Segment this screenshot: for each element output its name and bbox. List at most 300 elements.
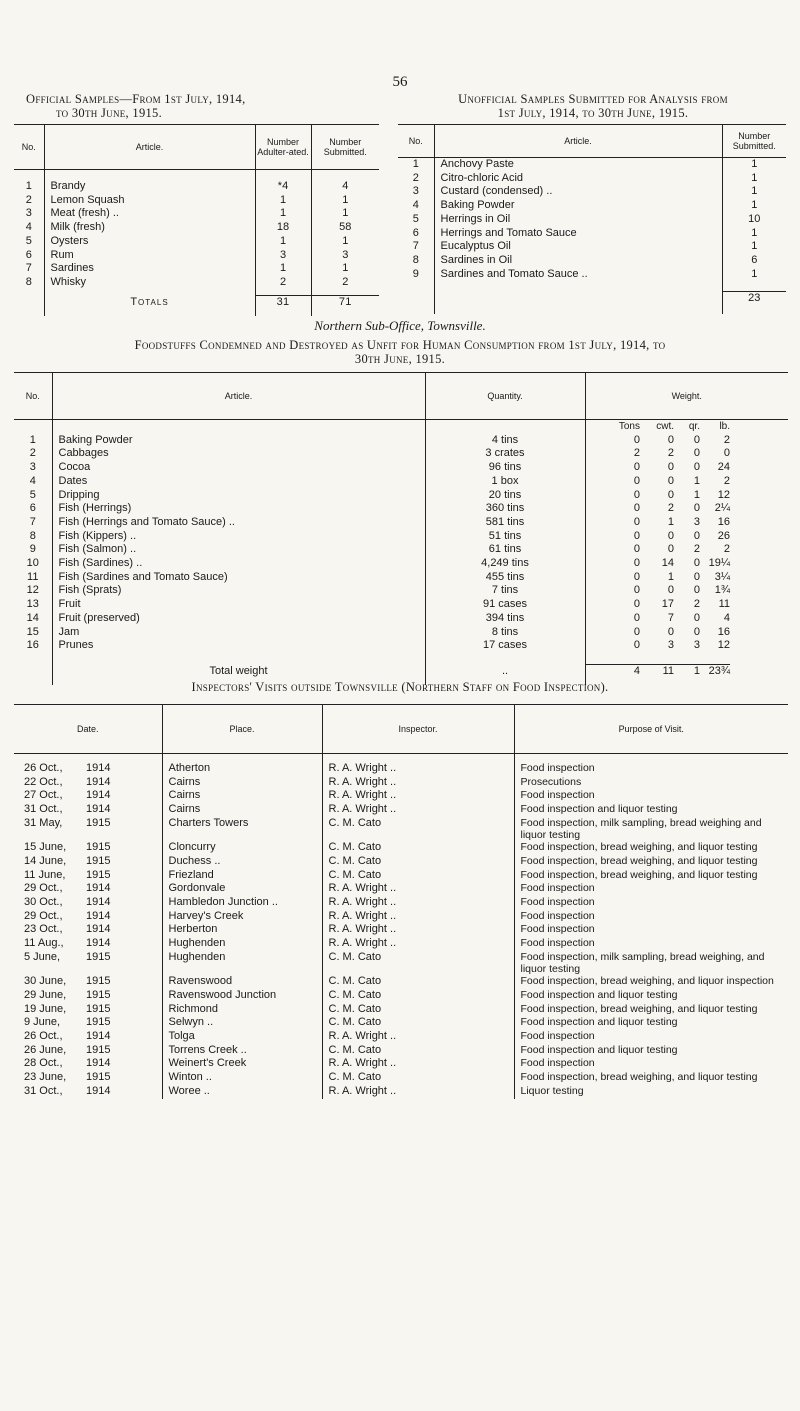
row-date-year: 1914 (86, 909, 111, 922)
weight-unit-cwt: cwt. (656, 421, 674, 432)
row-number: 3 (29, 461, 36, 474)
spacer-row (398, 281, 786, 291)
row-inspector: R. A. Wright .. (322, 937, 514, 951)
row-article: Fruit (preserved) (52, 612, 425, 626)
table-row (14, 612, 788, 626)
table-row (14, 1085, 788, 1099)
row-lb: 0 (723, 447, 730, 460)
weight-unit-lb: lb. (719, 421, 730, 432)
row-date (14, 910, 162, 924)
table-row (14, 989, 788, 1003)
row-quantity: 91 cases (425, 598, 585, 612)
weight-unit-qr: qr. (688, 421, 700, 432)
row-date-year: 1914 (86, 1057, 111, 1070)
row-place: Friezland (162, 869, 322, 883)
row-date (14, 882, 162, 896)
row-date-year: 1914 (86, 789, 111, 802)
row-quantity: 61 tins (425, 543, 585, 557)
table-row (14, 461, 788, 475)
row-inspector: R. A. Wright .. (322, 789, 514, 803)
row-purpose: Food inspection, bread weighing, and liquor testing (514, 855, 788, 869)
table-row (14, 1030, 788, 1044)
table-row (14, 475, 788, 489)
row-number: 7 (29, 515, 36, 528)
table-row (14, 434, 788, 448)
row-date (14, 1071, 162, 1085)
foodstuffs-title-line1: Foodstuffs Condemned and Destroyed as Unfit for Human Consumption from 1st July, 1914, to (134, 338, 666, 352)
row-submitted: 1 (722, 240, 786, 254)
official-rows (14, 170, 379, 316)
row-article: Oysters (44, 235, 255, 249)
row-inspector: R. A. Wright .. (322, 882, 514, 896)
row-purpose: Food inspection, bread weighing, and liquor testing (514, 841, 788, 855)
row-date (14, 937, 162, 951)
row-purpose: Food inspection, bread weighing, and liquor inspection (514, 975, 788, 989)
unofficial-header-submitted: Number Submitted. (722, 125, 786, 158)
row-place: Herberton (162, 923, 322, 937)
row-date-day: 9 June, (24, 1016, 61, 1029)
row-date (14, 817, 162, 841)
table-row (14, 789, 788, 803)
row-spacer (730, 461, 788, 475)
inspectors-table (14, 704, 788, 1099)
table-row (14, 626, 788, 640)
row-tons: 0 (585, 598, 640, 612)
row-qr: 0 (693, 502, 700, 515)
row-number: 15 (26, 625, 39, 638)
row-article: Herrings and Tomato Sauce (434, 227, 722, 241)
row-qr: 2 (693, 543, 700, 556)
table-row (14, 180, 379, 194)
row-article: Sardines (44, 262, 255, 276)
official-table (14, 124, 379, 316)
row-date-day: 26 Oct., (24, 1030, 63, 1043)
total-cwt: 11 (640, 665, 674, 679)
totals-spacer (398, 291, 434, 305)
row-article: Meat (fresh) .. (44, 207, 255, 221)
row-quantity: 96 tins (425, 461, 585, 475)
row-date (14, 1003, 162, 1017)
row-submitted: 1 (722, 172, 786, 186)
row-lb: 12 (717, 639, 730, 652)
row-date (14, 896, 162, 910)
table-row (14, 221, 379, 235)
row-place: Gordonvale (162, 882, 322, 896)
row-submitted: 1 (722, 158, 786, 172)
table-row (14, 207, 379, 221)
row-quantity: 360 tins (425, 502, 585, 516)
inspectors-rows (14, 754, 788, 1099)
row-qr: 1 (693, 474, 700, 487)
row-cwt: 2 (667, 447, 674, 460)
row-adulterated: 1 (255, 194, 311, 208)
row-date-year: 1915 (86, 1016, 111, 1029)
row-purpose: Food inspection and liquor testing (514, 989, 788, 1003)
table-row (14, 841, 788, 855)
row-lb: 2 (723, 543, 730, 556)
row-date-day: 23 June, (24, 1071, 67, 1084)
foodstuffs-header-weight: Weight. (585, 373, 788, 420)
row-quantity: 51 tins (425, 530, 585, 544)
foodstuffs-title (10, 338, 790, 366)
row-date-year: 1914 (86, 923, 111, 936)
foodstuffs-rows (14, 420, 788, 686)
row-lb: 12 (717, 488, 730, 501)
row-number: 16 (26, 639, 39, 652)
unofficial-title (398, 92, 788, 120)
row-inspector: C. M. Cato (322, 975, 514, 989)
row-number: 1 (25, 180, 32, 192)
row-inspector: C. M. Cato (322, 855, 514, 869)
official-title-line1: Official Samples—From 1st July, 1914, (26, 92, 246, 106)
row-submitted: 1 (722, 199, 786, 213)
row-place: Woree .. (162, 1085, 322, 1099)
row-quantity: 4 tins (425, 434, 585, 448)
row-inspector: C. M. Cato (322, 869, 514, 883)
row-place: Selwyn .. (162, 1016, 322, 1030)
row-date-year: 1915 (86, 868, 111, 881)
row-submitted: 1 (722, 268, 786, 282)
row-tons: 0 (585, 626, 640, 640)
row-adulterated: 3 (255, 249, 311, 263)
row-article: Whisky (44, 276, 255, 290)
row-number: 5 (412, 212, 419, 225)
row-date-year: 1914 (86, 1030, 111, 1043)
row-tons: 0 (585, 434, 640, 448)
row-inspector: C. M. Cato (322, 989, 514, 1003)
row-qr: 3 (693, 639, 700, 652)
row-article: Fish (Salmon) .. (52, 543, 425, 557)
row-lb: 2 (723, 433, 730, 446)
row-submitted: 4 (311, 180, 379, 194)
row-qr: 0 (693, 461, 700, 474)
row-spacer (730, 530, 788, 544)
row-lb: 2 (723, 474, 730, 487)
row-lb: 4 (723, 611, 730, 624)
row-number: 4 (29, 474, 36, 487)
row-article: Fish (Sardines) .. (52, 557, 425, 571)
row-purpose: Food inspection, milk sampling, bread weighing, and liquor testing (514, 951, 788, 975)
unofficial-table (398, 124, 786, 314)
row-date (14, 776, 162, 790)
row-cwt: 0 (667, 584, 674, 597)
row-submitted: 1 (311, 262, 379, 276)
row-article: Sardines in Oil (434, 254, 722, 268)
row-place: Hughenden (162, 951, 322, 975)
table-row (14, 817, 788, 841)
row-quantity: 4,249 tins (425, 557, 585, 571)
row-article: Fish (Sardines and Tomato Sauce) (52, 571, 425, 585)
row-spacer (730, 571, 788, 585)
row-quantity: 455 tins (425, 571, 585, 585)
row-number: 1 (29, 433, 36, 446)
inspectors-header-place: Place. (162, 705, 322, 754)
table-row (14, 262, 379, 276)
table-row (14, 571, 788, 585)
table-row (14, 855, 788, 869)
row-date-year: 1914 (86, 1084, 111, 1097)
totals-spacer (14, 296, 44, 310)
row-place: Hambledon Junction .. (162, 896, 322, 910)
row-number: 6 (25, 248, 32, 261)
row-inspector: C. M. Cato (322, 1071, 514, 1085)
table-row (14, 803, 788, 817)
row-inspector: C. M. Cato (322, 841, 514, 855)
row-date (14, 1016, 162, 1030)
row-lb: 16 (717, 515, 730, 528)
row-tons: 0 (585, 530, 640, 544)
table-row (398, 172, 786, 186)
table-row (14, 489, 788, 503)
row-number: 4 (25, 221, 32, 234)
row-lb: 1¾ (714, 584, 730, 597)
row-date (14, 1057, 162, 1071)
table-row (14, 235, 379, 249)
table-row (398, 158, 786, 172)
row-quantity: 20 tins (425, 489, 585, 503)
row-article: Fish (Kippers) .. (52, 530, 425, 544)
row-submitted: 10 (722, 213, 786, 227)
row-date (14, 803, 162, 817)
unofficial-header-no: No. (408, 136, 423, 146)
row-inspector: R. A. Wright .. (322, 896, 514, 910)
row-number: 8 (25, 275, 32, 288)
totals-row (14, 665, 788, 679)
table-row (398, 199, 786, 213)
row-inspector: C. M. Cato (322, 951, 514, 975)
row-spacer (730, 626, 788, 640)
row-number: 3 (412, 185, 419, 198)
row-article: Sardines and Tomato Sauce .. (434, 268, 722, 282)
row-inspector: R. A. Wright .. (322, 910, 514, 924)
row-date (14, 951, 162, 975)
row-cwt: 0 (667, 529, 674, 542)
row-spacer (730, 516, 788, 530)
row-date-year: 1914 (86, 762, 111, 774)
row-article: Dripping (52, 489, 425, 503)
row-date-day: 11 June, (24, 868, 66, 881)
row-date-day: 23 Oct., (24, 923, 63, 936)
table-row (14, 557, 788, 571)
table-row (14, 869, 788, 883)
row-article: Fish (Sprats) (52, 584, 425, 598)
row-date (14, 855, 162, 869)
totals-label: Totals (44, 296, 255, 310)
row-qr: 0 (693, 611, 700, 624)
inspectors-header-date: Date. (76, 724, 99, 734)
row-date-day: 31 Oct., (24, 803, 63, 816)
table-row (398, 185, 786, 199)
row-date-year: 1914 (86, 775, 111, 788)
row-qr: 0 (693, 447, 700, 460)
row-date (14, 841, 162, 855)
row-number: 14 (26, 611, 39, 624)
row-place: Ravenswood (162, 975, 322, 989)
row-adulterated: 2 (255, 276, 311, 290)
row-inspector: C. M. Cato (322, 817, 514, 841)
row-cwt: 0 (667, 625, 674, 638)
row-spacer (730, 543, 788, 557)
row-place: Winton .. (162, 1071, 322, 1085)
table-row (14, 516, 788, 530)
row-submitted: 1 (311, 194, 379, 208)
unofficial-header-article: Article. (434, 125, 722, 158)
row-lb: 3¼ (714, 570, 730, 583)
row-inspector: C. M. Cato (322, 1003, 514, 1017)
row-purpose: Food inspection (514, 937, 788, 951)
row-date-year: 1915 (86, 841, 111, 854)
table-row (398, 254, 786, 268)
row-cwt: 0 (667, 474, 674, 487)
official-header-submitted: Number Submitted. (311, 125, 379, 170)
row-submitted: 1 (311, 235, 379, 249)
row-spacer (730, 557, 788, 571)
table-row (14, 530, 788, 544)
table-row (14, 762, 788, 776)
row-spacer (730, 502, 788, 516)
row-place: Ravenswood Junction (162, 989, 322, 1003)
row-date-day: 29 Oct., (24, 909, 63, 922)
table-row (14, 584, 788, 598)
total-weight-label: Total weight (52, 665, 425, 679)
row-tons: 0 (585, 639, 640, 653)
row-date-year: 1915 (86, 854, 111, 867)
table-row (14, 1044, 788, 1058)
row-cwt: 0 (667, 488, 674, 501)
row-spacer (730, 489, 788, 503)
row-date-day: 11 Aug., (24, 937, 64, 950)
row-spacer (730, 434, 788, 448)
row-purpose: Food inspection, milk sampling, bread weighing and liquor testing (514, 817, 788, 841)
row-purpose: Food inspection (514, 1030, 788, 1044)
row-date-day: 30 June, (24, 975, 67, 988)
row-date-day: 26 June, (24, 1043, 67, 1056)
row-date-day: 30 Oct., (24, 896, 63, 909)
row-inspector: R. A. Wright .. (322, 776, 514, 790)
row-purpose: Food inspection, bread weighing, and liquor testing (514, 869, 788, 883)
row-date-day: 15 June, (24, 841, 67, 854)
row-date-day: 29 Oct., (24, 882, 63, 895)
page-number: 56 (392, 74, 408, 90)
row-qr: 0 (693, 584, 700, 597)
totals-row (14, 296, 379, 310)
weight-unit-tons: Tons (585, 420, 640, 434)
unofficial-title-line1: Unofficial Samples Submitted for Analysis from (458, 92, 728, 106)
row-number: 8 (29, 529, 36, 542)
row-date-day: 31 Oct., (24, 1084, 63, 1097)
row-date-year: 1914 (86, 937, 111, 950)
row-date-day: 22 Oct., (24, 775, 63, 788)
row-article: Fish (Herrings) (52, 502, 425, 516)
row-article: Milk (fresh) (44, 221, 255, 235)
row-spacer (730, 447, 788, 461)
row-qr: 0 (693, 570, 700, 583)
row-quantity: 394 tins (425, 612, 585, 626)
total-tons: 4 (585, 665, 640, 679)
table-row (14, 1057, 788, 1071)
table-row (398, 227, 786, 241)
row-purpose: Food inspection, bread weighing, and liquor testing (514, 1071, 788, 1085)
row-date (14, 975, 162, 989)
row-cwt: 0 (667, 433, 674, 446)
row-date-day: 31 May, (24, 816, 63, 829)
row-date-year: 1915 (86, 1071, 111, 1084)
row-place: Cairns (162, 803, 322, 817)
row-lb: 11 (718, 598, 730, 611)
table-row (14, 1071, 788, 1085)
row-date-year: 1914 (86, 803, 111, 816)
totals-row (398, 291, 786, 305)
row-qr: 0 (693, 557, 700, 570)
row-purpose: Food inspection (514, 923, 788, 937)
row-cwt: 2 (667, 502, 674, 515)
row-quantity: 1 box (425, 475, 585, 489)
row-cwt: 1 (667, 570, 674, 583)
row-date (14, 1085, 162, 1099)
row-purpose: Food inspection (514, 1057, 788, 1071)
row-number: 8 (412, 253, 419, 266)
row-submitted: 2 (311, 276, 379, 290)
row-purpose: Food inspection (514, 882, 788, 896)
row-article: Baking Powder (52, 434, 425, 448)
official-title (26, 92, 356, 120)
total-quantity: .. (425, 665, 585, 679)
foodstuffs-header-article: Article. (52, 373, 425, 420)
row-article: Anchovy Paste (434, 158, 722, 172)
row-tons: 0 (585, 502, 640, 516)
row-lb: 16 (717, 625, 730, 638)
table-row (14, 910, 788, 924)
table-row (14, 896, 788, 910)
foodstuffs-header-quantity: Quantity. (425, 373, 585, 420)
row-qr: 0 (693, 433, 700, 446)
table-row (14, 543, 788, 557)
inspectors-header-purpose: Purpose of Visit. (514, 705, 788, 754)
row-number: 13 (26, 598, 39, 611)
row-number: 5 (29, 488, 36, 501)
row-number: 9 (412, 267, 419, 280)
row-date-day: 14 June, (24, 854, 67, 867)
northern-subtitle: Northern Sub-Office, Townsville. (314, 318, 486, 333)
table-row (14, 882, 788, 896)
row-spacer (730, 612, 788, 626)
table-row (14, 937, 788, 951)
table-row (398, 240, 786, 254)
row-purpose: Food inspection (514, 789, 788, 803)
row-cwt: 14 (661, 557, 674, 570)
row-article: Rum (44, 249, 255, 263)
row-qr: 2 (693, 598, 700, 611)
foodstuffs-header-no: No. (25, 391, 40, 401)
row-number: 10 (26, 557, 39, 570)
table-row (14, 951, 788, 975)
row-date-year: 1915 (86, 988, 111, 1001)
row-date-day: 19 June, (24, 1002, 67, 1015)
row-tons: 0 (585, 571, 640, 585)
row-tons: 0 (585, 489, 640, 503)
total-qr: 1 (674, 665, 700, 679)
spacer-row (14, 653, 788, 665)
row-tons: 0 (585, 461, 640, 475)
row-inspector: C. M. Cato (322, 1044, 514, 1058)
row-date (14, 1030, 162, 1044)
row-place: Richmond (162, 1003, 322, 1017)
row-tons: 0 (585, 543, 640, 557)
row-purpose: Prosecutions (514, 776, 788, 790)
row-date-day: 27 Oct., (24, 789, 63, 802)
foodstuffs-table (14, 372, 788, 685)
row-article: Herrings in Oil (434, 213, 722, 227)
